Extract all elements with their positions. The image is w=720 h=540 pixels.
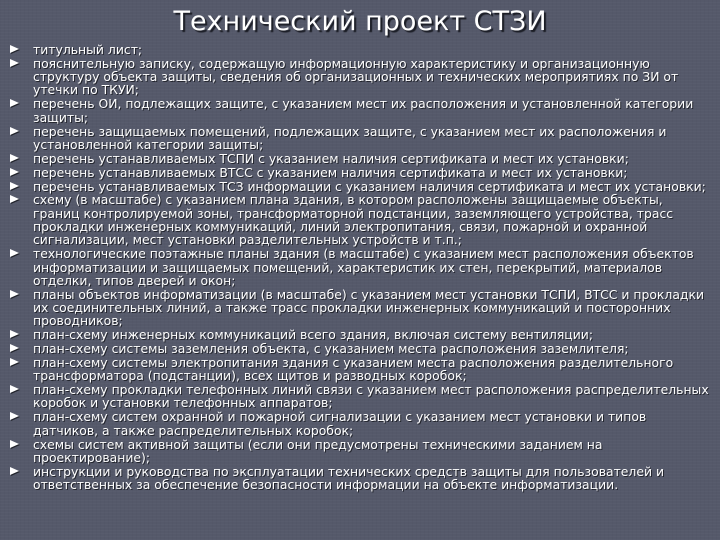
- list-item: [10, 166, 710, 179]
- triangle-bullet-icon: [10, 168, 19, 176]
- list-item: [10, 383, 710, 410]
- list-item-text: перечень устанавливаемых ТСПИ с указанием наличия сертификата и мест их установки;: [33, 150, 629, 166]
- triangle-bullet-icon: [10, 59, 19, 67]
- list-item: [10, 193, 710, 246]
- triangle-bullet-icon: [10, 154, 19, 162]
- list-item-text: пояснительную записку, содержащую информационную характеристику и организационную структуру объекта защиты, сведения об организационных и технических мероприятиях по ЗИ от утечки по ТКУИ;: [33, 55, 679, 98]
- list-item: [10, 152, 710, 165]
- list-item-text: схему (в масштабе) с указанием плана здания, в котором расположены защищаемые объекты, границ контролируемой зоны, трансформаторной подстанции, заземляющего устройства, трасс прокладки инженерных коммуникаций, линий электропитания, связи, пожарной и охранной сигнализации, мест установки разделительных устройств и т.п.;: [33, 192, 674, 248]
- list-item: [10, 180, 710, 193]
- triangle-bullet-icon: [10, 127, 19, 135]
- triangle-bullet-icon: [10, 467, 19, 475]
- list-item-text: план-схему системы электропитания здания с указанием места расположения разделительного трансформатора (подстанции), всех щитов и разводных коробок;: [33, 354, 674, 384]
- list-item-text: план-схему систем охранной и пожарной сигнализации с указанием мест установки и типов датчиков, а также распределительных коробок;: [33, 409, 647, 438]
- list-item-text: схемы систем активной защиты (если они предусмотрены техническими заданием на проектирование);: [33, 436, 603, 465]
- slide-title: Технический проект СТЗИ: [173, 6, 547, 37]
- list-item-text: технологические поэтажные планы здания (в масштабе) с указанием мест расположения объектов информатизации и защищаемых помещений, характеристик их стен, перекрытий, материалов отделки, типов дверей и окон;: [33, 246, 694, 288]
- triangle-bullet-icon: [10, 249, 19, 257]
- list-item-text: титульный лист;: [33, 42, 143, 57]
- triangle-bullet-icon: [10, 344, 19, 352]
- list-item-text: план-схему системы заземления объекта, с указанием места расположения заземлителя;: [33, 341, 629, 357]
- list-item: [10, 57, 710, 97]
- triangle-bullet-icon: [10, 290, 19, 298]
- list-item: [10, 410, 710, 437]
- list-item: [10, 97, 710, 124]
- list-item-text: перечень устанавливаемых ВТСС с указанием наличия сертификата и мест их установки;: [33, 164, 628, 180]
- triangle-bullet-icon: [10, 440, 19, 448]
- list-item: [10, 125, 710, 152]
- list-item: [10, 288, 710, 328]
- list-item-text: перечень устанавливаемых ТСЗ информации с указанием наличия сертификата и мест их установки;: [33, 178, 706, 194]
- triangle-bullet-icon: [10, 45, 19, 53]
- list-item-text: перечень ОИ, подлежащих защите, с указанием мест их расположения и установленной категории защиты;: [33, 96, 694, 125]
- list-item: [10, 356, 710, 383]
- bullet-list: [10, 43, 710, 492]
- list-item-text: планы объектов информатизации (в масштабе) с указанием мест установки ТСПИ, ВТСС и прокладки их соединительных линий, а также трасс прокладки инженерных коммуникаций и посторонних проводников;: [33, 286, 705, 329]
- list-item-text: план-схему инженерных коммуникаций всего здания, включая систему вентиляции;: [33, 327, 594, 343]
- triangle-bullet-icon: [10, 358, 19, 366]
- list-item-text: план-схему прокладки телефонных линий связи с указанием мест расположения распределительных коробок и установки телефонных аппаратов;: [33, 382, 709, 411]
- list-item-text: перечень защищаемых помещений, подлежащих защите, с указанием мест их расположения и установленной категории защиты;: [33, 123, 667, 152]
- triangle-bullet-icon: [10, 330, 19, 338]
- triangle-bullet-icon: [10, 182, 19, 190]
- list-item: [10, 43, 710, 56]
- triangle-bullet-icon: [10, 412, 19, 420]
- list-item: [10, 438, 710, 465]
- triangle-bullet-icon: [10, 195, 19, 203]
- list-item: [10, 465, 710, 492]
- list-item: [10, 328, 710, 341]
- list-item: [10, 342, 710, 355]
- triangle-bullet-icon: [10, 99, 19, 107]
- list-item: [10, 247, 710, 287]
- list-item-text: инструкции и руководства по эксплуатации технических средств защиты для пользователей и ответственных за обеспечение безопасности информации на объекте информатизации.: [33, 463, 665, 492]
- triangle-bullet-icon: [10, 385, 19, 393]
